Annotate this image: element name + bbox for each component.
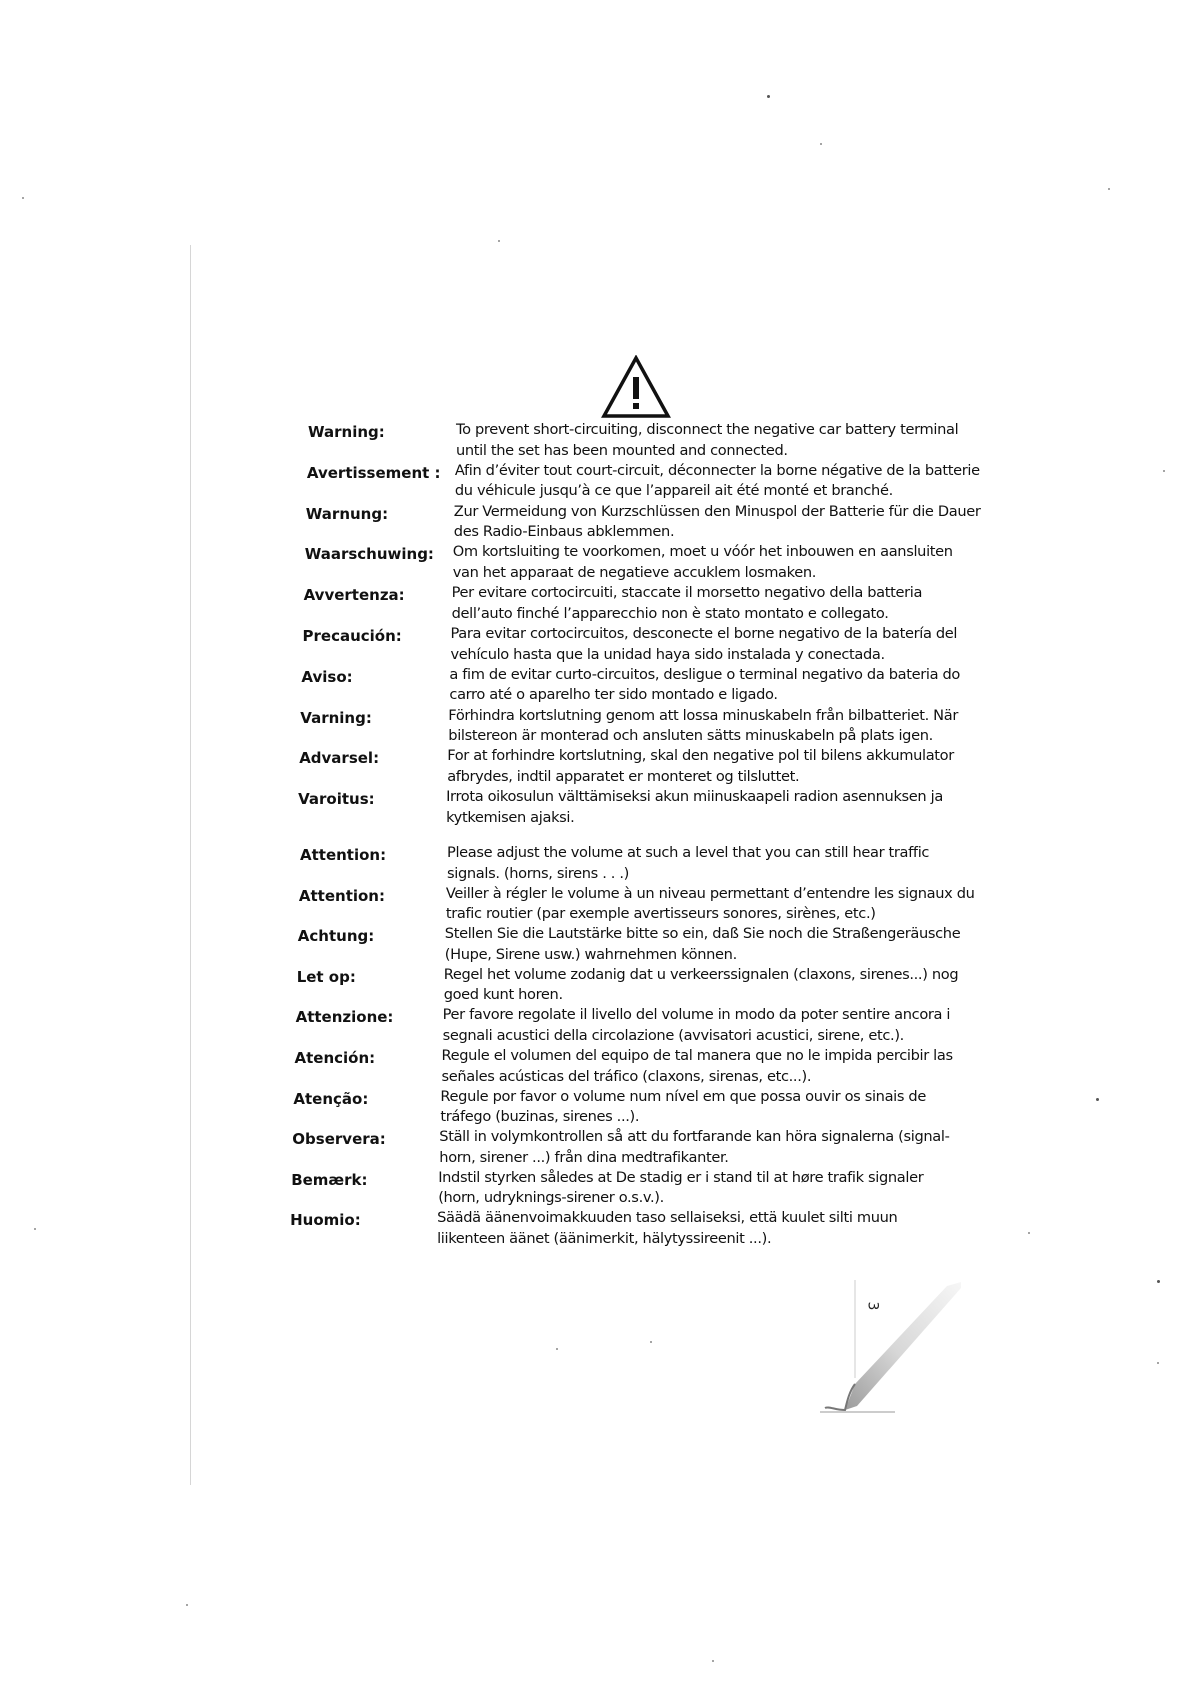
notice-text: Ställ in volymkontrollen så att du fortfarande kan höra signalerna (signal-horn, sirener ...) från dina medtrafikanter. (439, 1128, 950, 1166)
notice-text: Regule por favor o volume num nível em que possa ouvir os sinais de tráfego (buzinas, sirenes ...). (440, 1087, 926, 1126)
notice-text: Para evitar cortocircuitos, desconecte el borne negativo de la batería del vehículo hasta que la unidad haya sido instalada y conectada. (450, 625, 958, 663)
scan-speck (34, 1228, 36, 1230)
notice-label: Atención: (294, 1049, 376, 1067)
scan-speck (767, 95, 770, 98)
scan-speck (820, 143, 822, 145)
notice-text: Om kortsluiting te voorkomen, moet u vóór het inbouwen en aansluiten van het apparaat de negatieve accuklem losmaken. (452, 543, 953, 581)
notice-label: Waarschuwing: (304, 545, 434, 564)
notice-label: Avertissement : (306, 463, 441, 482)
page-number: 3 (864, 1301, 881, 1311)
notice-text: Säädä äänenvoimakkuuden taso sellaiseksi, että kuulet silti muun liikenteen äänet (äänimerkit, hälytyssireenit ...). (437, 1209, 898, 1247)
notice-label: Achtung: (297, 927, 375, 946)
notice-text: For at forhindre kortslutning, skal den negative pol til bilens akkumulator afbrydes, indtil apparatet er monteret og tilsluttet. (447, 747, 954, 785)
notice-label: Precaución: (302, 627, 402, 645)
scan-margin-line (190, 245, 191, 1485)
notice-label: Attention: (300, 846, 387, 864)
scan-speck (22, 197, 24, 199)
notice-label: Attention: (298, 886, 385, 905)
notice-text: Irrota oikosulun välttämiseksi akun miinuskaapeli radion asennuksen ja kytkemisen ajaksi. (446, 788, 943, 826)
notice-text: To prevent short-circuiting, disconnect the negative car battery terminal until the set has been mounted and connected. (456, 421, 959, 459)
scan-speck (498, 240, 500, 242)
notice-label: Aviso: (301, 667, 353, 686)
notice-text: Veiller à régler le volume à un niveau permettant d’entendre les signaux du trafic routier (par exemple avertisseurs sonores, sirènes, etc.) (445, 884, 975, 923)
notice-text: Per evitare cortocircuiti, staccate il morsetto negativo della batteria dell’auto finché l’apparecchio non è stato montato e collegato. (451, 584, 923, 622)
notice-label: Warning: (308, 423, 385, 441)
notice-text: Zur Vermeidung von Kurzschlüssen den Minuspol der Batterie für die Dauer des Radio-Einbaus abklemmen. (453, 502, 981, 541)
notice-label: Bemærk: (291, 1170, 368, 1189)
scan-speck (1108, 188, 1110, 190)
scan-speck (556, 1348, 558, 1350)
notice-text: Afin d’éviter tout court-circuit, déconnecter la borne négative de la batterie du véhicule jusqu’à ce que l’appareil ait été monté et branché. (454, 461, 980, 500)
scan-speck (1157, 1280, 1160, 1283)
notice-label: Let op: (296, 967, 356, 986)
notice-label: Varning: (300, 708, 372, 727)
notice-text: a fim de evitar curto-circuitos, desligue o terminal negativo da bateria do carro até o aparelho ter sido montado e ligado. (449, 665, 960, 704)
notice-label: Avvertenza: (303, 586, 405, 605)
scan-speck (186, 1604, 188, 1606)
notice-text: Please adjust the volume at such a level that you can still hear traffic signals. (horns, sirens . . .) (447, 844, 930, 882)
notice-label: Observera: (292, 1130, 386, 1149)
notice-text: Stellen Sie die Lautstärke bitte so ein, daß Sie noch die Straßengeräusche (Hupe, Sirene usw.) wahrnehmen können. (444, 925, 961, 963)
scan-speck (1163, 470, 1165, 472)
scan-speck (1028, 1232, 1030, 1234)
warning-triangle-icon (601, 355, 671, 419)
notice-label: Warnung: (305, 504, 389, 523)
notice-text: Per favore regolate il livello del volume in modo da poter sentire ancora i segnali acustici della circolazione (avvisatori acustici, sirene, etc.). (442, 1006, 951, 1044)
notice-text: Indstil styrken således at De stadig er i stand til at høre trafik signaler (horn, udryknings-sirener o.s.v.). (438, 1168, 924, 1207)
notice-label: Huomio: (290, 1211, 361, 1230)
scan-speck (1096, 1098, 1099, 1101)
notice-text: Regel het volume zodanig dat u verkeerssignalen (claxons, sirenes...) nog goed kunt horen. (443, 965, 959, 1004)
scan-speck (650, 1341, 652, 1343)
notice-label: Advarsel: (299, 749, 380, 768)
notice-text: Regule el volumen del equipo de tal manera que no le impida percibir las señales acústicas del tráfico (claxons, sirenas, etc...). (441, 1047, 953, 1085)
notice-label: Varoitus: (298, 790, 375, 809)
notice-label: Atenção: (293, 1089, 369, 1108)
notice-text: Förhindra kortslutning genom att lossa minuskabeln från bilbatteriet. När bilstereon är monterad och ansluten sätts minuskabeln på plats igen. (448, 706, 958, 745)
notice-label: Attenzione: (295, 1008, 394, 1027)
scan-speck (1157, 1362, 1159, 1364)
page-curl-graphic (815, 1278, 965, 1418)
scan-speck (712, 1660, 714, 1662)
